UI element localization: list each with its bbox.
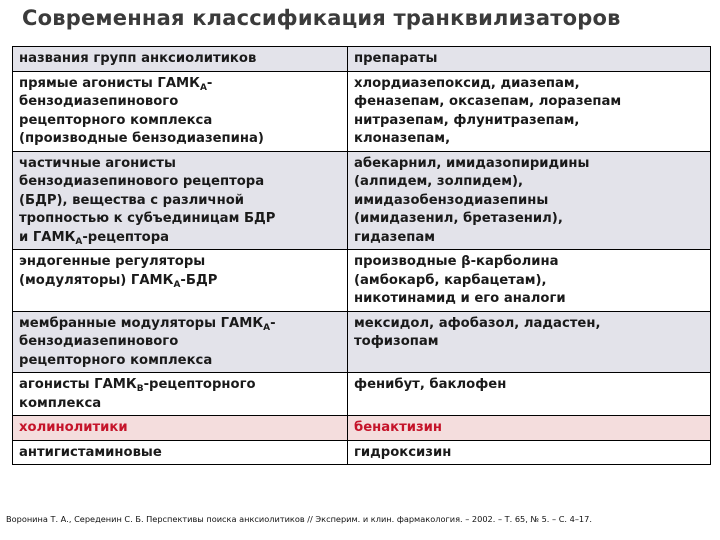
page-title: Современная классификация транквилизаторов <box>22 6 621 30</box>
group-cell: мембранные модуляторы $ГАМК_А-$ бензодиазепинового рецепторного комплекса <box>13 311 348 373</box>
table-row <box>13 311 711 373</box>
table-row <box>13 373 711 416</box>
table-row <box>13 250 711 312</box>
group-cell: прямые агонисты $ГАМК_А-$ бензодиазепинового рецепторного комплекса (производные бензодиазепина) <box>13 71 348 151</box>
group-cell: агонисты $ГАМК_B$-рецепторного комплекса <box>13 373 348 416</box>
classification-table <box>12 46 711 465</box>
group-cell: эндогенные регуляторы (модуляторы) $ГАМК_А$-БДР <box>13 250 348 312</box>
drugs-cell: гидроксизин <box>348 440 711 465</box>
group-cell: частичные агонисты бензодиазепинового рецептора (БДР), вещества с различной тропностью к субъединицам БДР и $ГАМК_А$-рецептора <box>13 151 348 250</box>
table-row <box>13 416 711 441</box>
table-row <box>13 440 711 465</box>
drugs-cell: абекарнил, имидазопиридины (алпидем, золпидем), имидазобензодиазепины (имидазенил, бретазенил), гидазепам <box>348 151 711 250</box>
table-row <box>13 151 711 250</box>
reference-footnote: Воронина Т. А., Середенин С. Б. Перспективы поиска анксиолитиков // Эксперим. и клин. фармакология. – 2002. – Т. 65, № 5. – С. 4–17. <box>6 514 592 524</box>
drugs-cell: фенибут, баклофен <box>348 373 711 416</box>
group-cell: холинолитики <box>13 416 348 441</box>
group-cell: антигистаминовые <box>13 440 348 465</box>
table-row <box>13 71 711 151</box>
drugs-cell: хлордиазепоксид, диазепам, феназепам, оксазепам, лоразепам нитразепам, флунитразепам, клоназепам, <box>348 71 711 151</box>
header-groups: названия групп анксиолитиков <box>13 47 348 72</box>
drugs-cell: производные β-карболина (амбокарб, карбацетам), никотинамид и его аналоги <box>348 250 711 312</box>
table-header-row <box>13 47 711 72</box>
drugs-cell: мексидол, афобазол, ладастен, тофизопам <box>348 311 711 373</box>
header-drugs: препараты <box>348 47 711 72</box>
drugs-cell: бенактизин <box>348 416 711 441</box>
